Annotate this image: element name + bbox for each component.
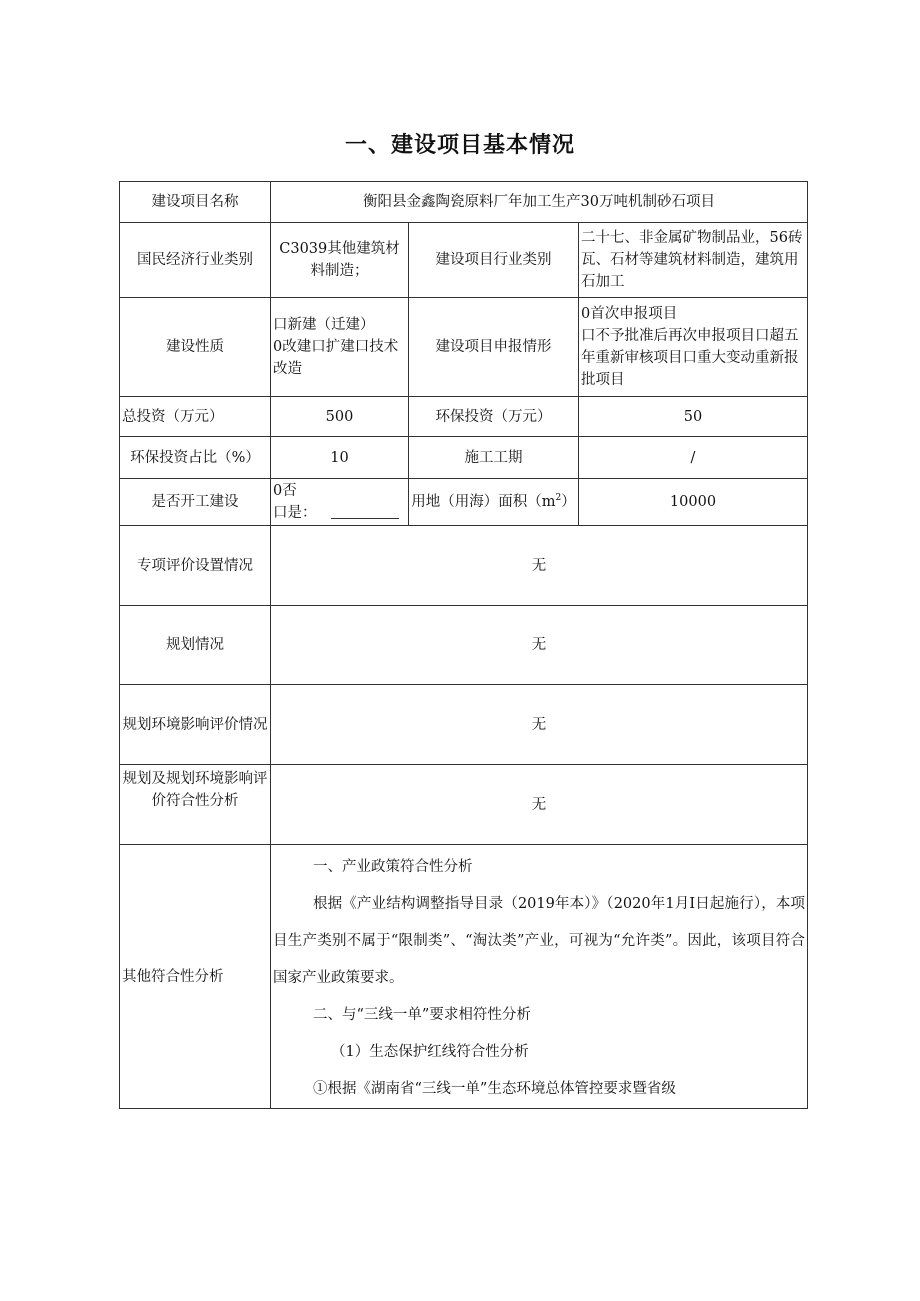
- row-ratio: [120, 437, 808, 479]
- land-area-unit: m: [541, 494, 556, 510]
- project-info-table: [119, 181, 808, 1109]
- label-env-ratio: 环保投资占比（%）: [120, 437, 271, 479]
- industry-policy-paragraph: 根据《产业结构调整指导目录（2019年本）》（2020年1月I日起施行），本项目生产类别不属于“限制类”、“淘汰类”产业，可视为“允许类”。因此，该项目符合国家产业政策要求。: [273, 896, 805, 986]
- value-env-ratio: 10: [271, 437, 409, 479]
- row-planning: [120, 606, 808, 685]
- label-total-investment: 总投资（万元）: [120, 397, 271, 437]
- report-option-first: 0首次申报项目: [581, 306, 678, 322]
- value-total-investment: 500: [271, 397, 409, 437]
- value-land-area: 10000: [579, 479, 808, 526]
- row-special-eval: [120, 526, 808, 606]
- row-industry: [120, 223, 808, 298]
- label-planning-eia: 规划环境影响评价情况: [120, 685, 271, 765]
- label-special-eval: 专项评价设置情况: [120, 526, 271, 606]
- value-started: [271, 479, 409, 526]
- value-planning: 无: [271, 606, 808, 685]
- value-special-eval: 无: [271, 526, 808, 606]
- value-project-industry: 二十七、非金属矿物制品业，56砖瓦、石材等建筑材料制造，建筑用石加工: [579, 223, 808, 298]
- label-other-conformity: 其他符合性分析: [120, 845, 271, 1109]
- land-area-unit-sup: 2: [555, 493, 562, 504]
- label-national-industry: 国民经济行业类别: [120, 223, 271, 298]
- label-planning-conformity: 规划及规划环境影响评价符合性分析: [120, 765, 271, 845]
- hunan-requirement-paragraph: ①根据《湖南省“三线一单”生态环境总体管控要求暨省级: [313, 1081, 676, 1097]
- started-blank-line: [331, 503, 399, 519]
- label-planning: 规划情况: [120, 606, 271, 685]
- label-project-industry: 建设项目行业类别: [409, 223, 579, 298]
- row-other-conformity: [120, 845, 808, 1109]
- row-planning-conformity: [120, 765, 808, 845]
- nature-option-new: 口新建（迁建）: [273, 317, 375, 333]
- other-conformity-content: [271, 845, 808, 1109]
- industry-policy-heading: 一、产业政策符合性分析: [313, 859, 473, 875]
- land-area-text: 用地（用海）面积（: [411, 494, 542, 510]
- value-national-industry: C3039其他建筑材料制造；: [271, 223, 409, 298]
- label-env-investment: 环保投资（万元）: [409, 397, 579, 437]
- value-env-investment: 50: [579, 397, 808, 437]
- value-construction-period: /: [579, 437, 808, 479]
- value-project-name: 衡阳县金鑫陶瓷原料厂年加工生产30万吨机制砂石项目: [271, 182, 808, 223]
- row-planning-eia: [120, 685, 808, 765]
- label-project-name: 建设项目名称: [120, 182, 271, 223]
- value-report-situation: [579, 298, 808, 397]
- row-investment: [120, 397, 808, 437]
- report-option-other: 口不予批准后再次申报项目口超五年重新审核项目口重大变动重新报批项目: [581, 328, 799, 388]
- row-project-name: [120, 182, 808, 223]
- label-report-situation: 建设项目申报情形: [409, 298, 579, 397]
- row-nature: [120, 298, 808, 397]
- ecological-redline-heading: （1）生态保护红线符合性分析: [331, 1044, 529, 1060]
- started-option-yes: [273, 502, 406, 524]
- label-construction-nature: 建设性质: [120, 298, 271, 397]
- three-lines-heading: 二、与“三线一单”要求相符性分析: [313, 1007, 531, 1023]
- label-land-area: [409, 479, 579, 526]
- label-started: 是否开工建设: [120, 479, 271, 526]
- nature-option-rebuild: 0改建口扩建口技术改造: [273, 339, 399, 377]
- label-construction-period: 施工工期: [409, 437, 579, 479]
- value-planning-conformity: 无: [271, 765, 808, 845]
- land-area-close: ）: [561, 494, 576, 510]
- started-option-no: 0否: [273, 483, 297, 499]
- value-construction-nature: [271, 298, 409, 397]
- value-planning-eia: 无: [271, 685, 808, 765]
- started-yes-text: 口是：: [273, 505, 317, 521]
- row-started: [120, 479, 808, 526]
- page-title: 一、建设项目基本情况: [344, 133, 575, 158]
